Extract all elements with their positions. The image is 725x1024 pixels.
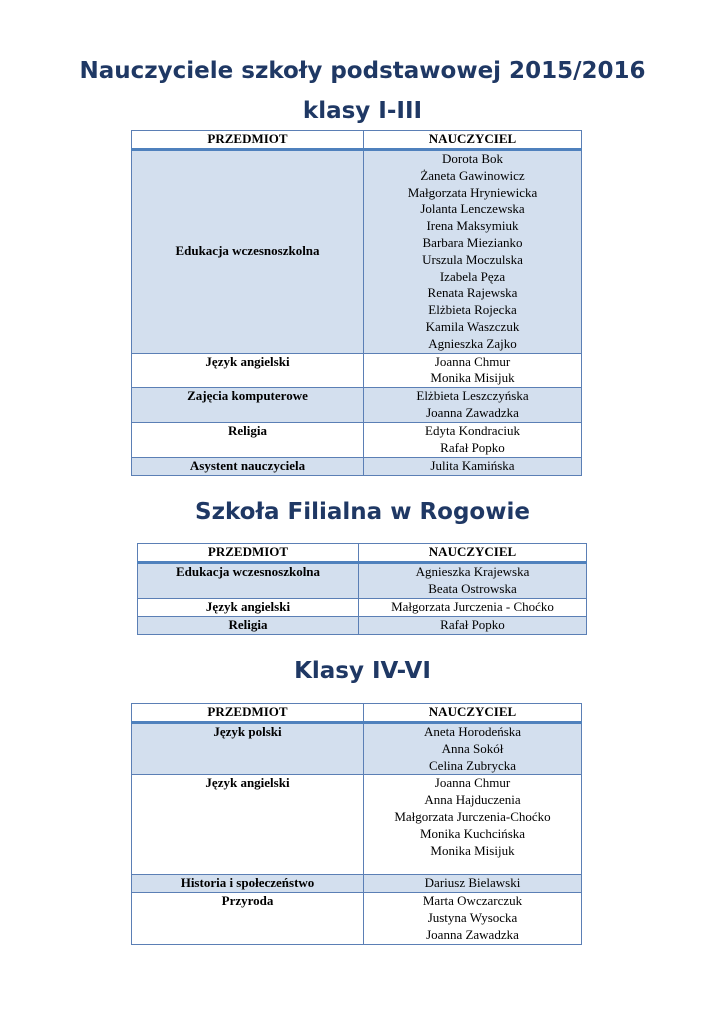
table-row xyxy=(132,150,582,354)
teachers-cell xyxy=(364,353,582,388)
teacher-name: Agnieszka Krajewska xyxy=(415,564,530,579)
teacher-name: Beata Ostrowska xyxy=(428,580,517,596)
teachers-cell xyxy=(359,599,587,617)
table-row xyxy=(138,599,587,617)
teacher-name: Elżbieta Rojecka xyxy=(428,302,517,318)
column-header-subject: PRZEDMIOT xyxy=(132,131,364,150)
teacher-name: Edyta Kondraciuk xyxy=(425,423,520,439)
teacher-name: Irena Maksymiuk xyxy=(426,218,519,234)
teachers-cell xyxy=(364,723,582,775)
teacher-name: Rafał Popko xyxy=(440,439,505,455)
teacher-name: Joanna Zawadzka xyxy=(426,404,519,420)
subject-cell: Religia xyxy=(132,423,364,458)
subject-cell: Edukacja wczesnoszkolna xyxy=(132,150,364,354)
teacher-name: Dariusz Bielawski xyxy=(424,875,521,891)
teachers-table-klasy-4-6 xyxy=(131,703,582,945)
subject-cell: Historia i społeczeństwo xyxy=(132,875,364,893)
teacher-name: Elżbieta Leszczyńska xyxy=(416,388,529,404)
subject-cell: Język angielski xyxy=(132,775,364,875)
table-header-row xyxy=(132,131,582,150)
teacher-name: Małgorzata Jurczenia - Choćko xyxy=(391,599,554,614)
table-row xyxy=(132,458,582,476)
teacher-name: Aneta Horodeńska xyxy=(423,724,522,739)
teacher-name: Agnieszka Zajko xyxy=(428,335,517,351)
teachers-cell xyxy=(364,458,582,476)
table-row xyxy=(138,617,587,635)
teachers-cell xyxy=(359,563,587,599)
teacher-name: Marta Owczarczuk xyxy=(422,893,523,909)
teacher-name: Barbara Miezianko xyxy=(422,234,523,250)
table-header-row xyxy=(132,704,582,723)
teacher-name: Justyna Wysocka xyxy=(427,910,518,926)
table-row xyxy=(132,775,582,875)
teachers-cell xyxy=(364,150,582,354)
teacher-name: Urszula Moczulska xyxy=(422,251,523,267)
teacher-name: Dorota Bok xyxy=(441,151,504,166)
table-row xyxy=(132,875,582,893)
section-title-klasy-4-6: Klasy IV-VI xyxy=(294,658,431,684)
table-row xyxy=(132,893,582,945)
teacher-name: Joanna Chmur xyxy=(434,775,511,791)
teacher-name: Izabela Pęza xyxy=(439,268,506,284)
subject-cell: Religia xyxy=(138,617,359,635)
teachers-cell xyxy=(364,893,582,945)
column-header-teacher: NAUCZYCIEL xyxy=(364,131,582,150)
subject-cell: Język angielski xyxy=(132,353,364,388)
teacher-name: Monika Misijuk xyxy=(430,842,515,858)
teachers-cell xyxy=(359,617,587,635)
teacher-name: Joanna Chmur xyxy=(434,353,511,369)
subject-cell: Przyroda xyxy=(132,893,364,945)
teacher-name: Małgorzata Jurczenia-Choćko xyxy=(394,808,551,824)
subject-cell: Asystent nauczyciela xyxy=(132,458,364,476)
teacher-name: Małgorzata Hryniewicka xyxy=(407,184,538,200)
page-subtitle-klasy-1-3: klasy I-III xyxy=(302,98,423,124)
section-title-filia: Szkoła Filialna w Rogowie xyxy=(195,499,530,525)
teacher-name: Anna Sokół xyxy=(441,740,504,756)
teachers-cell xyxy=(364,875,582,893)
teachers-cell xyxy=(364,775,582,875)
subject-cell: Język angielski xyxy=(138,599,359,617)
teacher-name: Julita Kamińska xyxy=(430,458,515,474)
teacher-name: Renata Rajewska xyxy=(427,285,518,301)
subject-cell: Zajęcia komputerowe xyxy=(132,388,364,423)
teachers-cell xyxy=(364,423,582,458)
teachers-cell xyxy=(364,388,582,423)
teachers-table-filia xyxy=(137,543,587,635)
column-header-subject: PRZEDMIOT xyxy=(138,544,359,563)
teachers-table-klasy-1-3 xyxy=(131,130,582,476)
table-header-row xyxy=(138,544,587,563)
column-header-subject: PRZEDMIOT xyxy=(132,704,364,723)
teacher-name: Joanna Zawadzka xyxy=(426,926,519,942)
column-header-teacher: NAUCZYCIEL xyxy=(364,704,582,723)
teacher-name: Anna Hajduczenia xyxy=(424,792,521,808)
teacher-name: Jolanta Lenczewska xyxy=(420,201,525,217)
table-row xyxy=(132,353,582,388)
subject-cell: Język polski xyxy=(132,723,364,775)
teacher-name: Monika Kuchcińska xyxy=(419,825,526,841)
table-row xyxy=(138,563,587,599)
table-row xyxy=(132,723,582,775)
table-row xyxy=(132,388,582,423)
teacher-name: Monika Misijuk xyxy=(430,370,515,386)
subject-cell: Edukacja wczesnoszkolna xyxy=(138,563,359,599)
teacher-name: Żaneta Gawinowicz xyxy=(420,167,525,183)
teacher-name: Kamila Waszczuk xyxy=(425,318,520,334)
column-header-teacher: NAUCZYCIEL xyxy=(359,544,587,563)
table-row xyxy=(132,423,582,458)
teacher-name: Celina Zubrycka xyxy=(429,757,516,773)
page-title: Nauczyciele szkoły podstawowej 2015/2016 xyxy=(79,58,646,84)
teacher-name: Rafał Popko xyxy=(440,617,505,632)
